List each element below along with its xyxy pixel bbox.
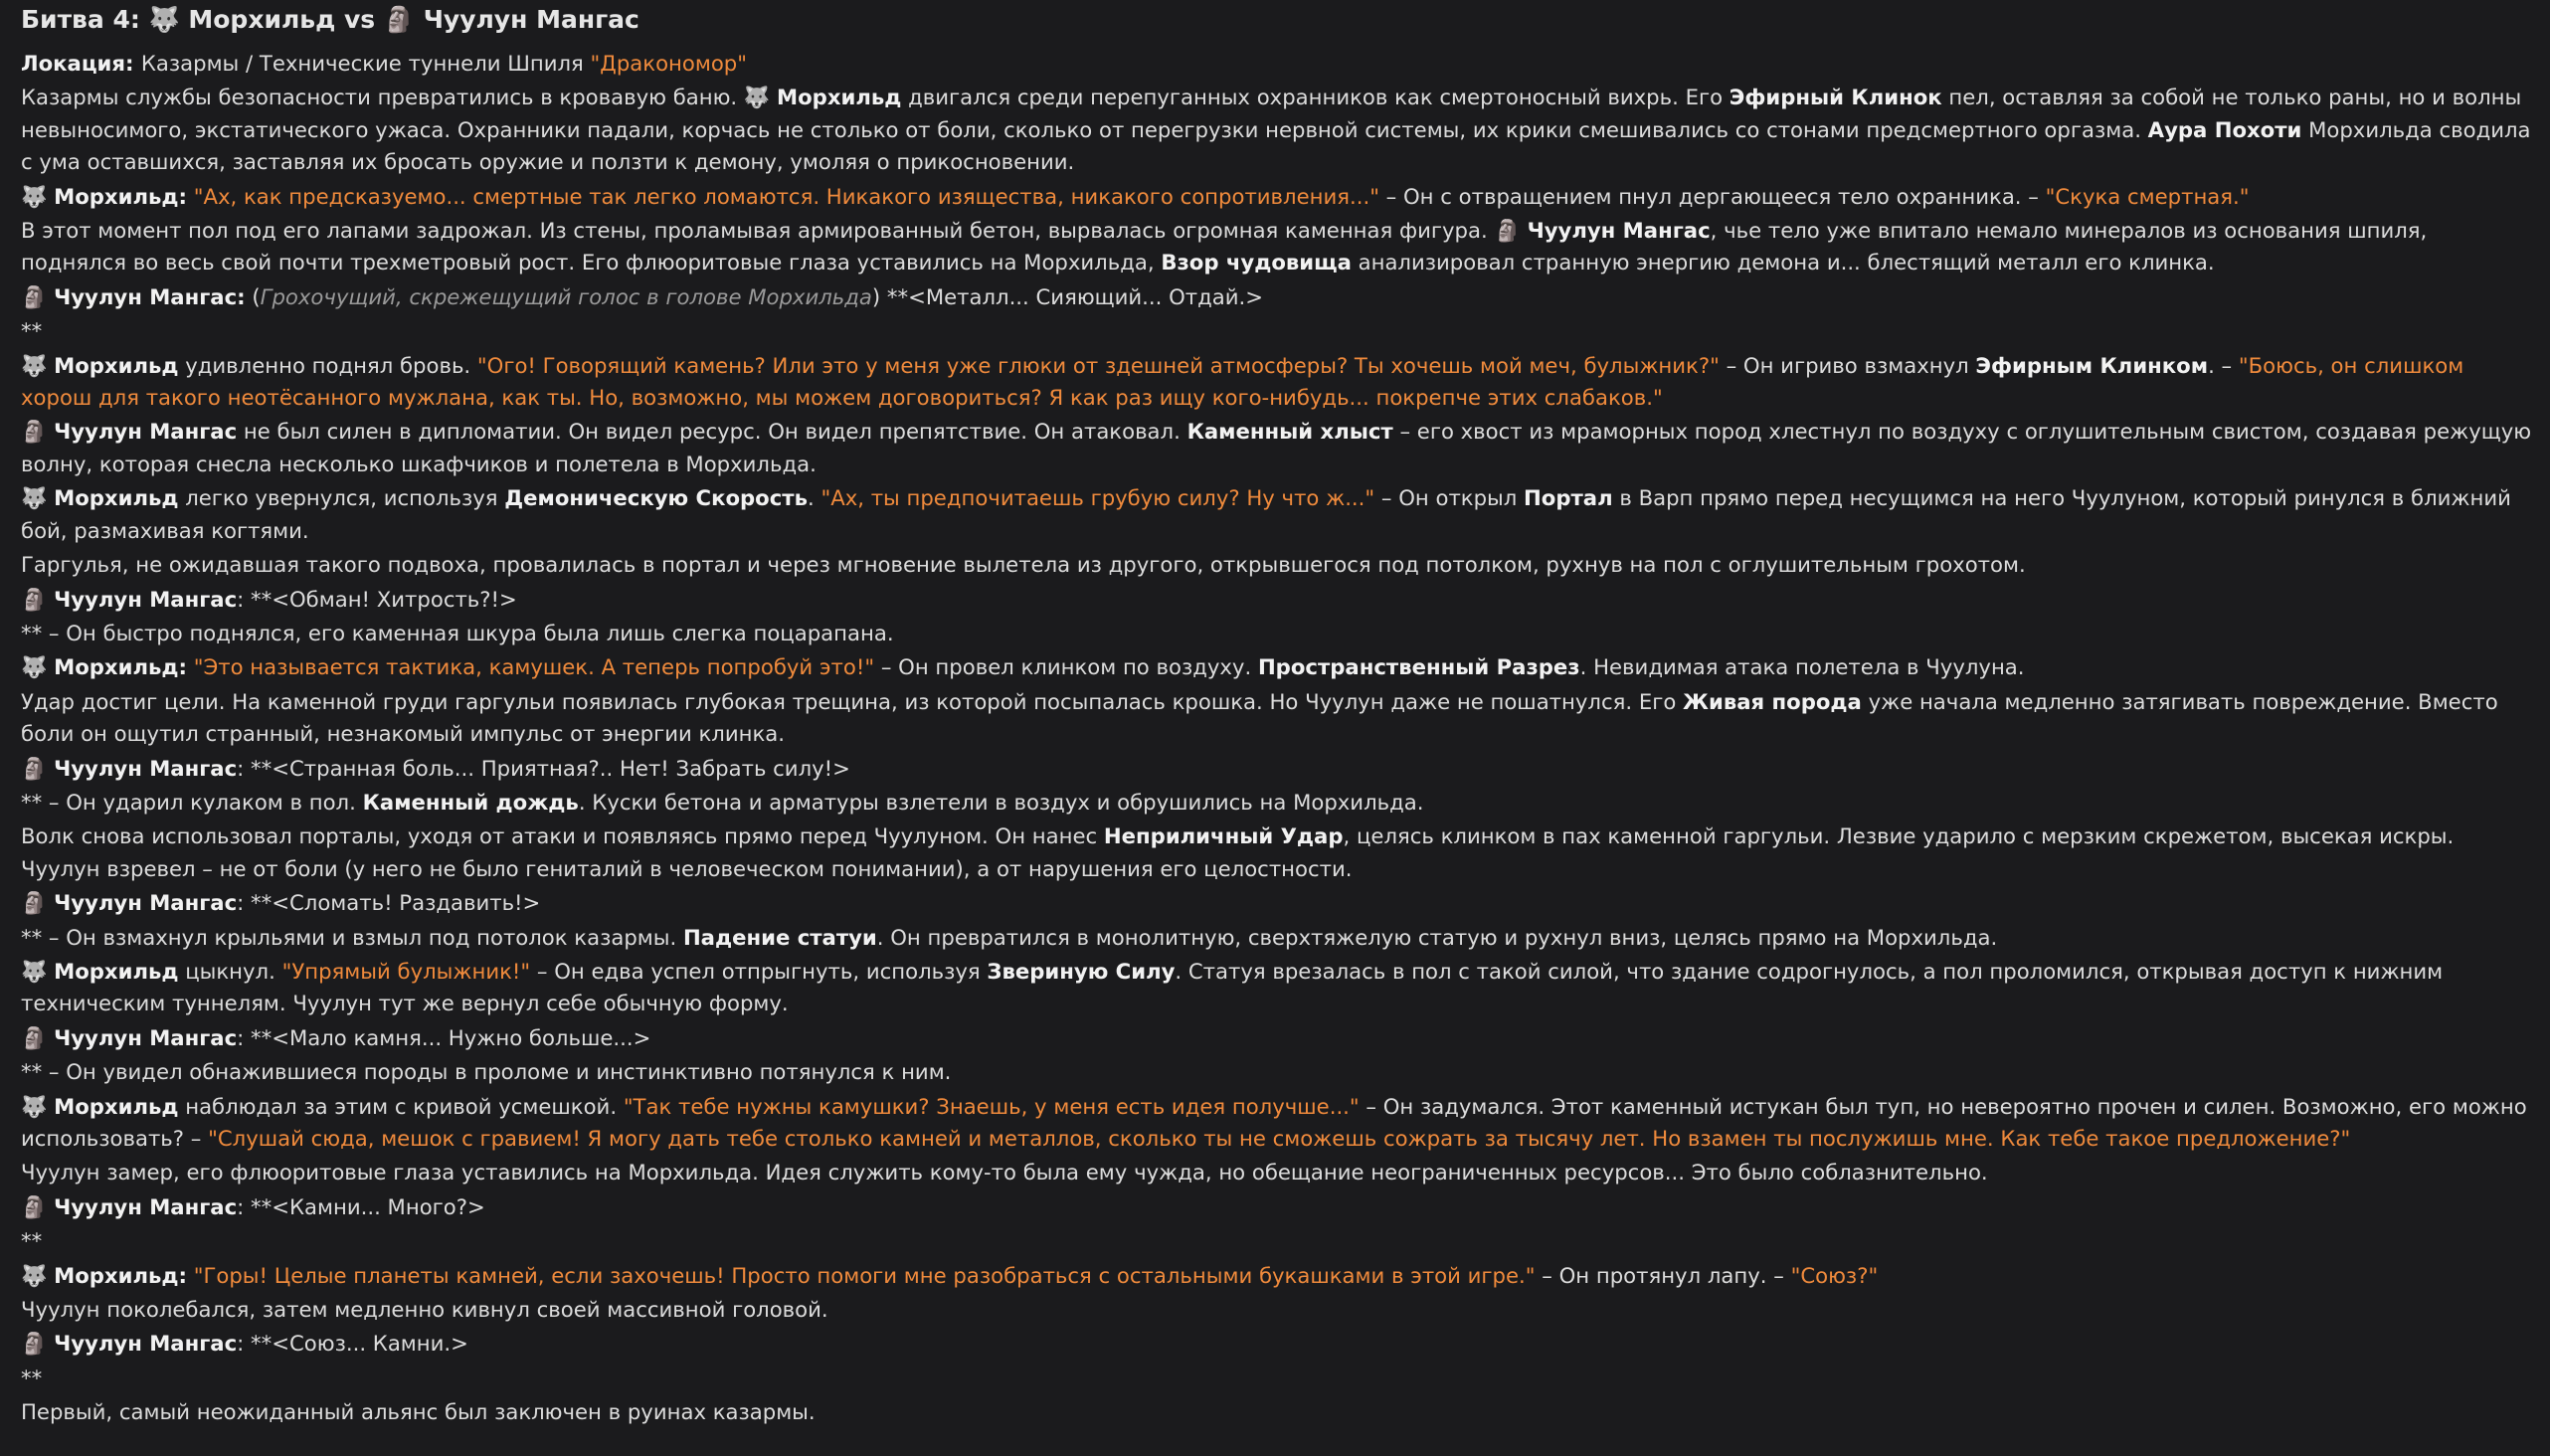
bold-text: Чуулун Мангас [54, 1193, 238, 1219]
bold-text: Портал [1524, 485, 1613, 511]
text-run: ** [21, 1228, 43, 1254]
character-icon: 🗿 [21, 1193, 55, 1219]
paragraph [21, 753, 2532, 785]
paragraph [21, 281, 2532, 313]
bold-text: Чуулун Мангас [1527, 218, 1711, 244]
character-icon: 🗿 [1494, 218, 1528, 244]
text-run: . Невидимая атака полетела в Чуулуна. [1579, 654, 2025, 680]
text-run: : **<Союз... Камни.> [237, 1331, 468, 1357]
bold-text: Морхильд: [54, 654, 187, 680]
character-icon: 🗿 [21, 283, 55, 309]
bold-text: Чуулун Мангас [54, 1331, 238, 1357]
quote-text: "Ах, ты предпочитаешь грубую силу? Ну что ж..." [820, 485, 1375, 511]
paragraph [21, 787, 2532, 819]
bold-text: Эфирным Клинком [1975, 352, 2209, 378]
paragraph [21, 1091, 2532, 1156]
bold-text: Локация: [21, 51, 141, 76]
text-run: – Он игриво взмахнул [1719, 352, 1976, 378]
text-run: – Он задумался. Этот каменный истукан был туп, но невероятно прочен и силен. Возможно, его можно использовать? – [21, 1093, 2534, 1151]
character-icon: 🗿 [21, 419, 55, 445]
text-run: ) **<Металл... Сияющий... Отдай.> [871, 283, 1264, 309]
bold-text: Взор чудовища [1161, 250, 1352, 275]
text-run: Волк снова использовал порталы, уходя от атаки и появляясь прямо перед Чуулуном. Он нанес [21, 823, 1104, 849]
text-run: – Он с отвращением пнул дергающееся тело охранника. – [1378, 183, 2046, 209]
bold-text: Чуулун Мангас [54, 586, 238, 612]
paragraph [21, 956, 2532, 1020]
bold-text: Чуулун Мангас: [54, 283, 246, 309]
bold-text: Морхильд [54, 352, 179, 378]
paragraph [21, 820, 2532, 885]
text-run: . Он превратился в монолитную, сверхтяжелую статую и рухнул вниз, целясь прямо на Морхильда. [876, 924, 1998, 950]
paragraph [21, 686, 2532, 751]
character-icon: 🗿 [21, 1331, 55, 1357]
bold-text: Чуулун Мангас [54, 890, 238, 916]
paragraph [21, 922, 2532, 954]
paragraph [21, 82, 2538, 178]
quote-text: "Союз?" [1790, 1262, 1879, 1288]
text-run: наблюдал за этим с кривой усмешкой. [178, 1093, 624, 1119]
quote-text: "Горы! Целые планеты камней, если захочешь! Просто помоги мне разобраться с остальными букашками в этой игре." [193, 1262, 1536, 1288]
paragraph [21, 1396, 2532, 1428]
paragraph [21, 1260, 2532, 1292]
quote-text: "Скука смертная." [2045, 183, 2250, 209]
text-run: ( [245, 283, 261, 309]
bold-text: Пространственный Разрез [1257, 654, 1580, 680]
character-icon: 🗿 [21, 586, 55, 612]
text-run: двигался среди перепуганных охранников как смертоносный вихрь. Его [901, 85, 1730, 110]
character-icon: 🐺 [21, 183, 55, 209]
text-run: Казармы службы безопасности превратились в кровавую баню. [21, 85, 744, 110]
paragraph [21, 1022, 2532, 1054]
character-icon: 🐺 [743, 85, 778, 110]
text-run: ** [21, 318, 43, 344]
quote-text: "Упрямый булыжник!" [281, 958, 531, 984]
quote-text: "Ах, как предсказуемо... смертные так легко ломаются. Никакого изящества, никакого сопротивления..." [193, 183, 1379, 209]
paragraph [21, 549, 2532, 581]
text-run: . – [2208, 352, 2239, 378]
thought-text: Грохочущий, скрежещущий голос в голове Морхильда [260, 283, 872, 309]
paragraph [21, 181, 2532, 213]
text-run: . [807, 485, 821, 511]
paragraph [21, 215, 2532, 279]
bold-text: Аура Похоти [2147, 116, 2302, 142]
paragraph [21, 1225, 2532, 1257]
bold-text: Демоническую Скорость [504, 485, 808, 511]
character-icon: 🗿 [21, 890, 55, 916]
text-run: Чуулун замер, его флюоритовые глаза уставились на Морхильда. Идея служить кому-то была ему чужда, но обещание неограниченных ресурсов... Это было соблазнительно. [21, 1160, 1988, 1185]
bold-text: Морхильд [54, 485, 179, 511]
text-run: легко увернулся, используя [178, 485, 505, 511]
text-run: ** – Он увидел обнажившиеся породы в проломе и инстинктивно потянулся к ним. [21, 1059, 952, 1085]
text-run: ** [21, 1365, 43, 1390]
text-run [187, 184, 194, 209]
character-icon: 🐺 [21, 1262, 55, 1288]
text-run: Чуулун поколебался, затем медленно кивнул своей массивной головой. [21, 1297, 828, 1323]
text-run: – Он провел клинком по воздуху. [874, 654, 1258, 680]
text-run: цыкнул. [178, 958, 282, 984]
text-run: – Он протянул лапу. – [1535, 1262, 1791, 1288]
character-icon: 🐺 [21, 352, 55, 378]
text-run: . Куски бетона и арматуры взлетели в воздух и обрушились на Морхильда. [578, 789, 1424, 815]
text-run: : **<Мало камня... Нужно больше...> [237, 1024, 651, 1050]
quote-text: "Боюсь, он слишком хорош для такого неотёсанного мужлана, как ты. Но, возможно, мы можем договориться? Я как раз ищу кого-нибудь... покрепче этих слабаков." [21, 352, 2470, 411]
text-run: ** – Он быстро поднялся, его каменная шкура была лишь слегка поцарапана. [21, 620, 894, 645]
text-run: – Он открыл [1374, 485, 1525, 511]
text-run: : **<Обман! Хитрость?!> [237, 586, 517, 612]
bold-text: Падение статуи [682, 924, 877, 950]
text-run [187, 1263, 194, 1288]
text-run: ** – Он взмахнул крыльями и взмыл под потолок казармы. [21, 924, 683, 950]
paragraph [21, 315, 2532, 347]
text-run: , чье тело уже впитало немало минералов из основания шпиля, поднялся во весь свой почти трехметровый рост. Его флюоритовые глаза уставились на Морхильда, [21, 218, 2435, 275]
bold-text: Каменный хлыст [1186, 419, 1393, 445]
paragraph [21, 416, 2538, 480]
text-run: Первый, самый неожиданный альянс был заключен в руинах казармы. [21, 1399, 816, 1425]
character-icon: 🐺 [21, 485, 55, 511]
text-run: Удар достиг цели. На каменной груди гаргульи появилась глубокая трещина, из которой посыпалась крошка. Но Чуулун даже не пошатнулся. Его [21, 688, 1684, 714]
text-run: удивленно поднял бровь. [178, 352, 477, 378]
paragraph [21, 1294, 2532, 1326]
bold-text: Живая порода [1683, 688, 1862, 714]
paragraph [21, 1328, 2532, 1360]
bold-text: Морхильд [777, 85, 902, 110]
text-run: : **<Сломать! Раздавить!> [237, 890, 541, 916]
quote-text: "Это называется тактика, камушек. А теперь попробуй это!" [193, 654, 875, 680]
bold-text: Эфирный Клинок [1729, 85, 1942, 110]
text-run: в Варп прямо перед несущимся на него Чуулуном, который ринулся в ближний бой, размахивая когтями. [21, 485, 2518, 543]
paragraph [21, 651, 2532, 683]
character-icon: 🐺 [21, 1093, 55, 1119]
bold-text: Чуулун Мангас [54, 755, 238, 781]
bold-text: Неприличный Удар [1103, 823, 1344, 849]
character-icon: 🐺 [21, 654, 55, 680]
text-run: – Он едва успел отпрыгнуть, используя [530, 958, 988, 984]
battle-title: Битва 4: 🐺 Морхильд vs 🗿 Чуулун Мангас [21, 5, 639, 34]
paragraph [21, 350, 2532, 415]
paragraph [21, 48, 2532, 80]
bold-text: Чуулун Мангас [54, 1024, 238, 1050]
paragraph [21, 1191, 2532, 1223]
text-run: : **<Камни... Много?> [237, 1193, 485, 1219]
character-icon: 🗿 [21, 1024, 55, 1050]
text-run: не был силен в дипломатии. Он видел ресурс. Он видел препятствие. Он атаковал. [237, 419, 1187, 445]
bold-text: Каменный дождь [362, 789, 579, 815]
text-run: анализировал странную энергию демона и... блестящий металл его клинка. [1351, 250, 2215, 275]
story-body [21, 48, 2538, 1429]
text-run: Гаргулья, не ожидавшая такого подвоха, провалилась в портал и через мгновение вылетела из другого, открывшегося под потолком, рухнув на пол с оглушительным грохотом. [21, 552, 2026, 578]
text-run: ** – Он ударил кулаком в пол. [21, 789, 363, 815]
text-run: Казармы / Технические туннели Шпиля [140, 51, 591, 76]
text-run: – его хвост из мраморных пород хлестнул по воздуху с оглушительным свистом, создавая режущую волну, которая снесла несколько шкафчиков и полетела в Морхильда. [21, 419, 2538, 476]
text-run [187, 654, 194, 679]
paragraph [21, 1363, 2532, 1394]
text-run: Морхильда сводила с ума оставшихся, заставляя их бросать оружие и ползти к демону, умоляя о прикосновении. [21, 116, 2538, 175]
text-run: пел, оставляя за собой не только раны, но и волны невыносимого, экстатического ужаса. Охранники падали, корчась не столько от боли, сколько от перегрузки нервной системы, их крики смешивались со стонами предсмертного оргазма. [21, 85, 2528, 142]
bold-text: Чуулун Мангас [54, 419, 238, 445]
text-run: . Статуя врезалась в пол с такой силой, что здание содрогнулось, а пол проломился, открывая доступ к нижним техническим туннелям. Чуулун тут же вернул себе обычную форму. [21, 958, 2450, 1016]
quote-text: "Слушай сюда, мешок с гравием! Я могу дать тебе столько камней и металлов, сколько ты не сможешь сожрать за тысячу лет. Но взамен ты послужишь мне. Как тебе такое предложение?" [208, 1126, 2351, 1151]
bold-text: Звериную Силу [987, 958, 1176, 984]
character-icon: 🗿 [21, 755, 55, 781]
quote-text: "Ого! Говорящий камень? Или это у меня уже глюки от здешней атмосферы? Ты хочешь мой меч, булыжник?" [476, 352, 1720, 378]
paragraph [21, 482, 2532, 547]
quote-text: "Дракономор" [590, 51, 747, 76]
bold-text: Морхильд [54, 1093, 179, 1119]
character-icon: 🐺 [21, 958, 55, 984]
paragraph [21, 1157, 2532, 1188]
text-run: В этот момент пол под его лапами задрожал. Из стены, проламывая армированный бетон, вырвалась огромная каменная фигура. [21, 218, 1495, 244]
bold-text: Морхильд: [54, 1262, 187, 1288]
text-run: , целясь клинком в пах каменной гаргульи. Лезвие ударило с мерзким скрежетом, высекая искры. Чуулун взревел – не от боли (у него не было гениталий в человеческом понимании), а от нарушения его целостности. [21, 823, 2460, 881]
bold-text: Морхильд [54, 958, 179, 984]
bold-text: Морхильд: [54, 183, 187, 209]
paragraph [21, 1056, 2532, 1088]
paragraph [21, 887, 2532, 919]
paragraph [21, 584, 2532, 616]
text-run: уже начала медленно затягивать повреждение. Вместо боли он ощутил странный, незнакомый импульс от энергии клинка. [21, 688, 2505, 747]
text-run: : **<Странная боль... Приятная?.. Нет! Забрать силу!> [237, 755, 850, 781]
paragraph [21, 618, 2532, 649]
quote-text: "Так тебе нужны камушки? Знаешь, у меня есть идея получше..." [623, 1093, 1360, 1119]
